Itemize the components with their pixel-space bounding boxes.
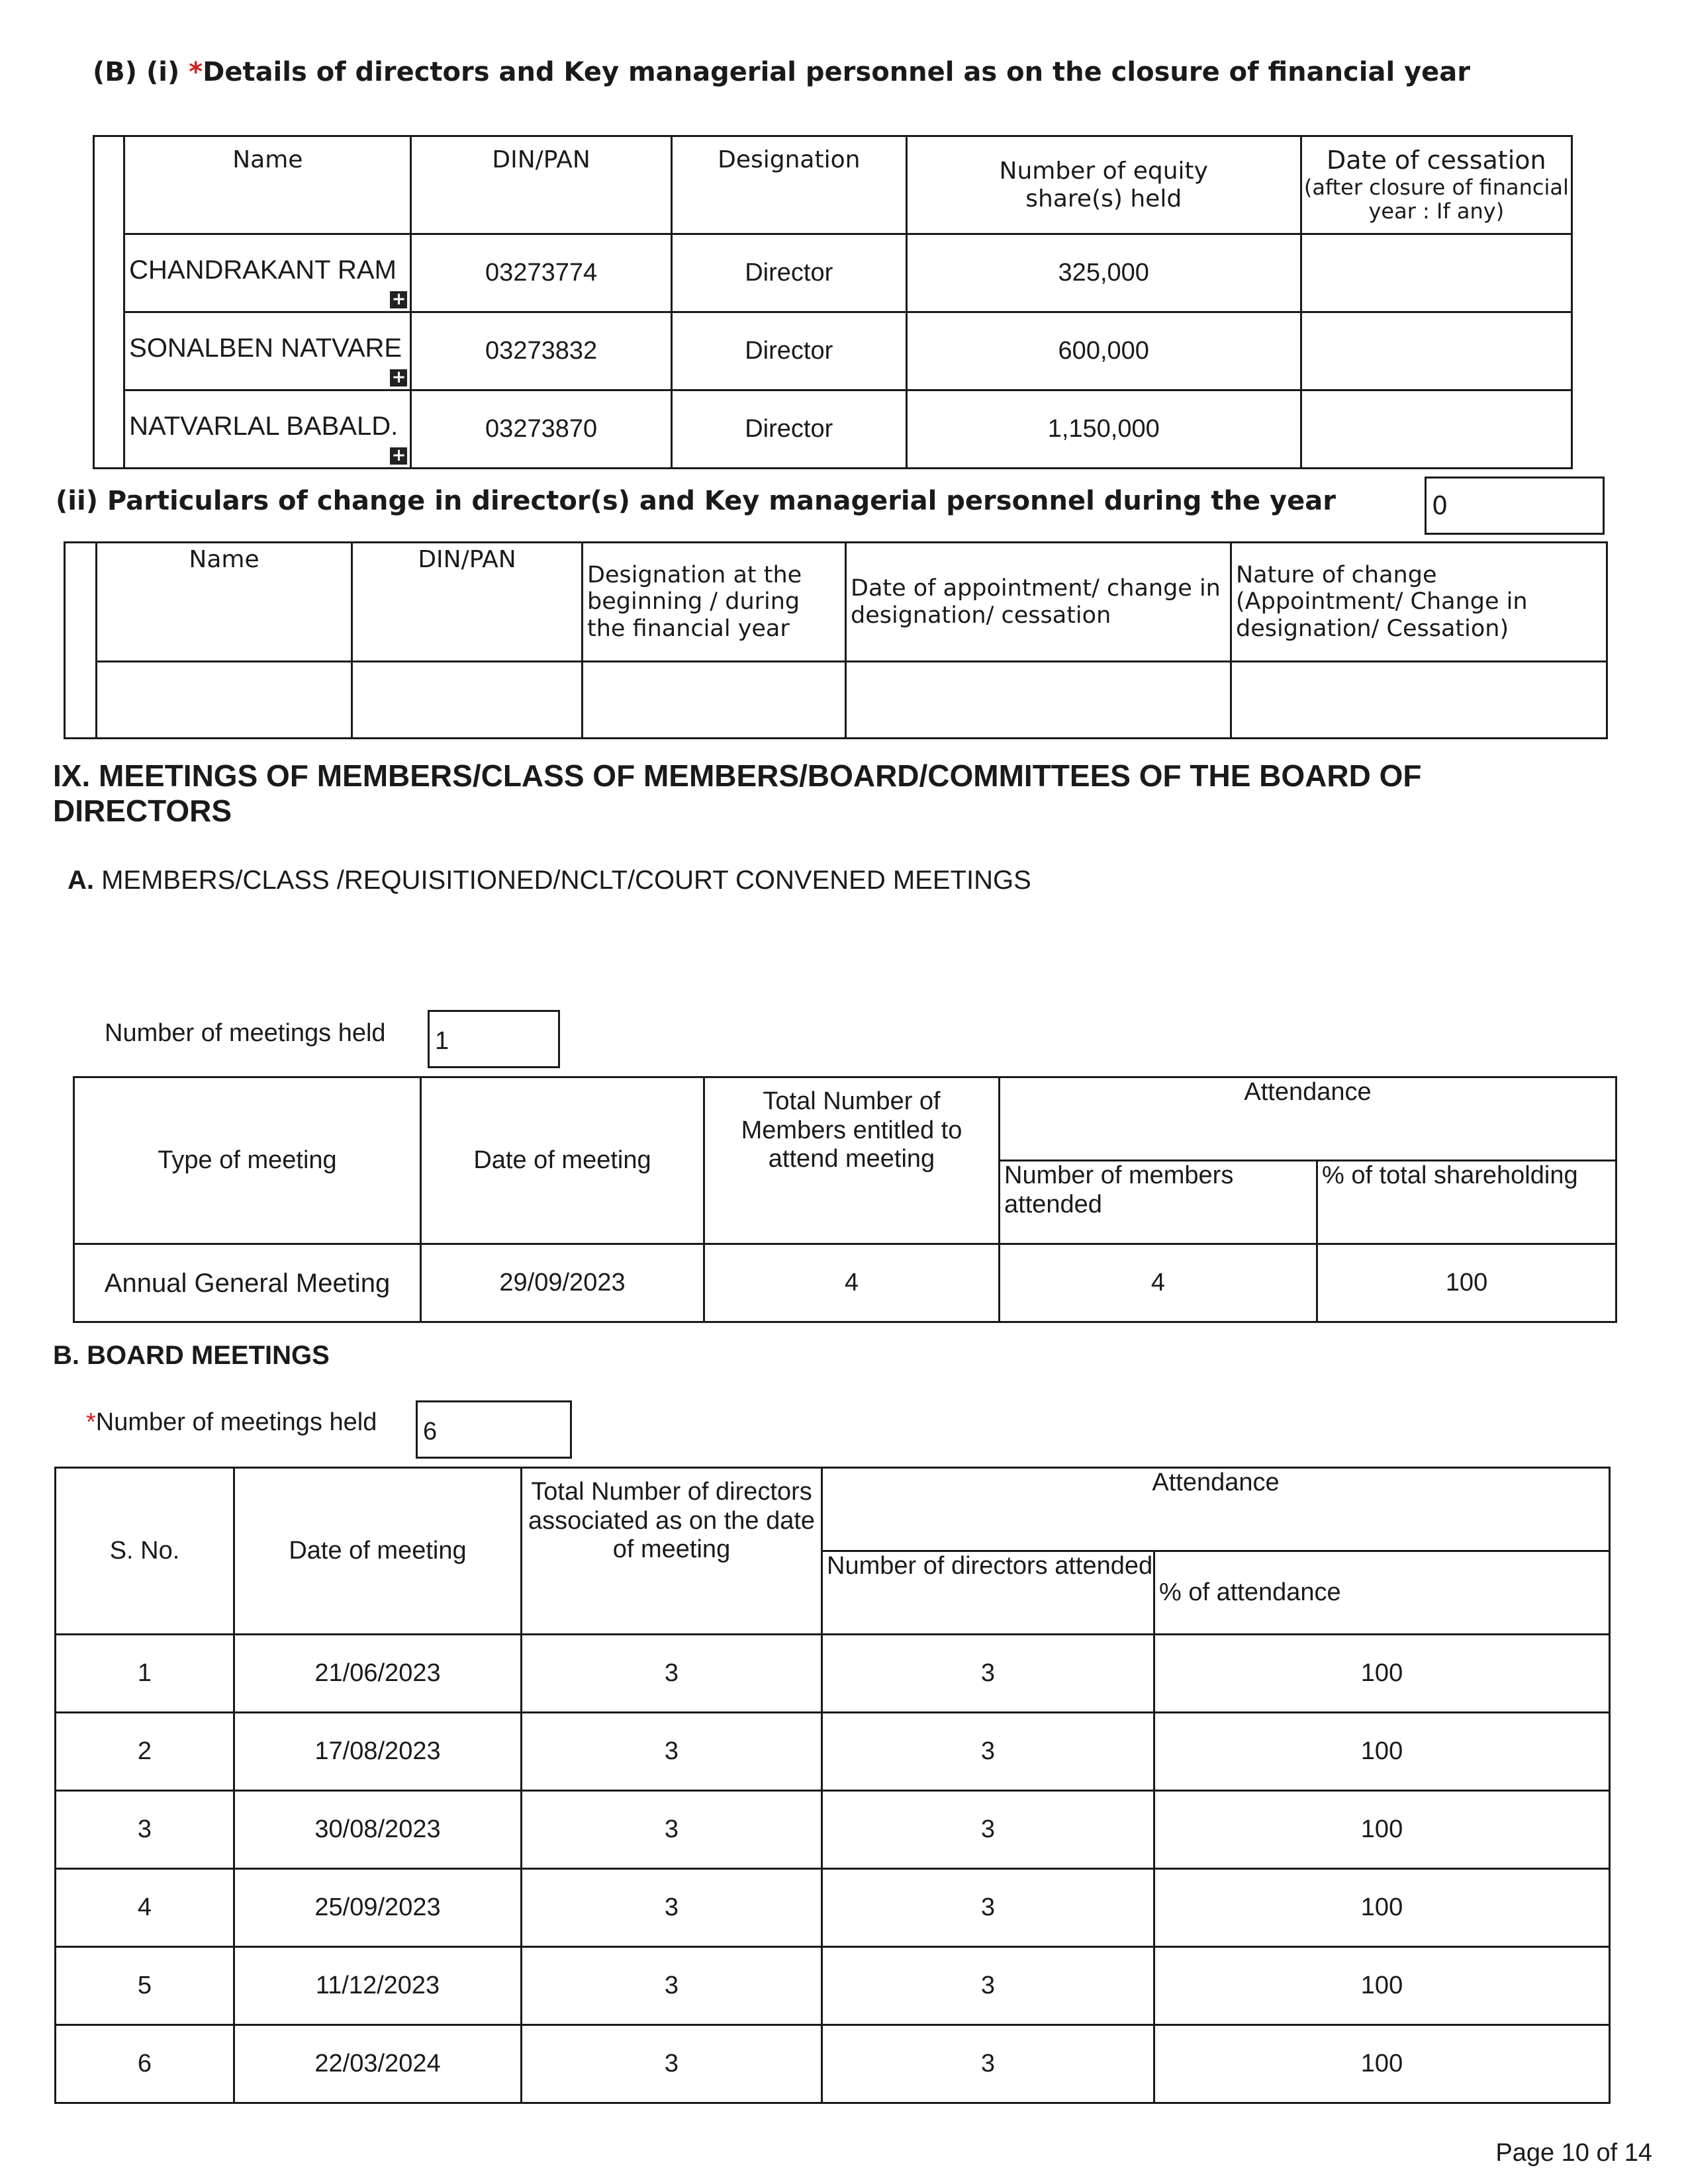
changes-table (64, 541, 1608, 739)
board-attended: 3 (822, 1869, 1154, 1947)
meeting-type: Annual General Meeting (74, 1244, 421, 1322)
col-header-sno: S. No. (56, 1468, 234, 1635)
row-gutter (94, 136, 124, 469)
board-date: 25/09/2023 (234, 1869, 522, 1947)
director-equity: 325,000 (906, 234, 1301, 312)
directors-table (93, 135, 1573, 469)
members-meetings-table (73, 1076, 1617, 1323)
section-b-ii-title: (ii) Particulars of change in director(s) and Key managerial personnel during the year (56, 486, 1336, 516)
change-designation-cell[interactable] (583, 662, 846, 739)
board-attended: 3 (822, 1947, 1154, 2025)
director-equity: 600,000 (906, 312, 1301, 390)
board-pct: 100 (1154, 1635, 1610, 1713)
board-date: 11/12/2023 (234, 1947, 522, 2025)
director-name-cell[interactable]: SONALBEN NATVARE + (124, 312, 411, 390)
expand-icon[interactable]: + (390, 291, 407, 308)
board-meeting-row (56, 1635, 1610, 1713)
board-date: 17/08/2023 (234, 1713, 522, 1791)
board-meeting-row (56, 1713, 1610, 1791)
director-name-cell[interactable]: CHANDRAKANT RAM + (124, 234, 411, 312)
board-sno: 4 (56, 1869, 234, 1947)
director-equity: 1,150,000 (906, 390, 1301, 469)
section-ix-heading: IX. MEETINGS OF MEMBERS/CLASS OF MEMBERS/BOARD/COMMITTEES OF THE BOARD OF DIRECTORS (53, 758, 1422, 828)
board-sno: 3 (56, 1791, 234, 1869)
board-attended: 3 (822, 1635, 1154, 1713)
director-din: 03273774 (411, 234, 671, 312)
director-cessation (1301, 390, 1571, 469)
col-header-nature: Nature of change (Appointment/ Change in designation/ Cessation) (1231, 543, 1607, 662)
change-name-cell[interactable] (97, 662, 352, 739)
board-meeting-row (56, 1791, 1610, 1869)
board-meetings-count-field[interactable]: 6 (416, 1400, 572, 1459)
director-row (94, 390, 1572, 469)
change-count-field[interactable]: 0 (1425, 477, 1605, 535)
col-header-pct: % of attendance (1154, 1551, 1610, 1635)
meeting-attended: 4 (1000, 1244, 1317, 1322)
board-meetings-table (54, 1467, 1611, 2104)
board-total: 3 (522, 1791, 822, 1869)
board-meeting-row (56, 1947, 1610, 2025)
director-designation: Director (671, 234, 906, 312)
col-header-attended: Number of members attended (1000, 1161, 1317, 1244)
board-meeting-row (56, 2025, 1610, 2103)
change-nature-cell[interactable] (1231, 662, 1607, 739)
board-sno: 2 (56, 1713, 234, 1791)
board-sno: 6 (56, 2025, 234, 2103)
col-header-total: Total Number of Members entitled to attend meeting (704, 1077, 1000, 1244)
col-header-date: Date of meeting (421, 1077, 704, 1244)
col-header-date: Date of meeting (234, 1468, 522, 1635)
meeting-date: 29/09/2023 (421, 1244, 704, 1322)
board-total: 3 (522, 1635, 822, 1713)
board-pct: 100 (1154, 1869, 1610, 1947)
col-header-attendance: Attendance (822, 1468, 1610, 1551)
required-mark: * (86, 1408, 96, 1436)
board-attended: 3 (822, 1791, 1154, 1869)
change-date-cell[interactable] (846, 662, 1231, 739)
board-meetings-count-label: *Number of meetings held (86, 1408, 377, 1436)
section-b-i-title: (B) (i) *Details of directors and Key managerial personnel as on the closure of financial year (93, 57, 1471, 87)
col-header-cessation: Date of cessation (after closure of financial year : If any) (1301, 136, 1571, 234)
change-row (65, 662, 1607, 739)
director-row (94, 312, 1572, 390)
page-number: Page 10 of 14 (1495, 2139, 1652, 2167)
board-date: 21/06/2023 (234, 1635, 522, 1713)
board-total: 3 (522, 1947, 822, 2025)
board-total: 3 (522, 1869, 822, 1947)
members-meetings-subheading: A. MEMBERS/CLASS /REQUISITIONED/NCLT/COURT CONVENED MEETINGS (68, 866, 1031, 895)
board-pct: 100 (1154, 1713, 1610, 1791)
required-mark: * (189, 57, 203, 87)
director-din: 03273832 (411, 312, 671, 390)
director-cessation (1301, 312, 1571, 390)
director-cessation (1301, 234, 1571, 312)
members-meetings-count-label: Number of meetings held (105, 1019, 386, 1047)
board-pct: 100 (1154, 1947, 1610, 2025)
col-header-type: Type of meeting (74, 1077, 421, 1244)
meeting-total: 4 (704, 1244, 1000, 1322)
col-header-designation: Designation (671, 136, 906, 234)
board-attended: 3 (822, 1713, 1154, 1791)
board-meetings-subheading: B. BOARD MEETINGS (53, 1341, 330, 1370)
board-sno: 5 (56, 1947, 234, 2025)
director-row (94, 234, 1572, 312)
board-sno: 1 (56, 1635, 234, 1713)
board-total: 3 (522, 1713, 822, 1791)
board-date: 22/03/2024 (234, 2025, 522, 2103)
col-header-equity: Number of equity share(s) held (906, 136, 1301, 234)
col-header-attended: Number of directors attended (822, 1551, 1154, 1635)
row-gutter (65, 543, 97, 739)
members-meetings-count-field[interactable]: 1 (428, 1010, 560, 1068)
director-designation: Director (671, 312, 906, 390)
expand-icon[interactable]: + (390, 369, 407, 387)
col-header-pct: % of total shareholding (1317, 1161, 1617, 1244)
director-din: 03273870 (411, 390, 671, 469)
director-designation: Director (671, 390, 906, 469)
meeting-pct: 100 (1317, 1244, 1617, 1322)
col-header-total: Total Number of directors associated as on the date of meeting (522, 1468, 822, 1635)
board-attended: 3 (822, 2025, 1154, 2103)
expand-icon[interactable]: + (390, 447, 407, 465)
board-pct: 100 (1154, 1791, 1610, 1869)
change-din-cell[interactable] (352, 662, 583, 739)
col-header-din: DIN/PAN (352, 543, 583, 662)
members-meeting-row (74, 1244, 1617, 1322)
col-header-name: Name (124, 136, 411, 234)
board-date: 30/08/2023 (234, 1791, 522, 1869)
col-header-date: Date of appointment/ change in designation/ cessation (846, 543, 1231, 662)
director-name-cell[interactable]: NATVARLAL BABALD. + (124, 390, 411, 469)
col-header-designation: Designation at the beginning / during the financial year (583, 543, 846, 662)
col-header-attendance: Attendance (1000, 1077, 1617, 1161)
board-total: 3 (522, 2025, 822, 2103)
board-meeting-row (56, 1869, 1610, 1947)
col-header-name: Name (97, 543, 352, 662)
board-pct: 100 (1154, 2025, 1610, 2103)
col-header-din: DIN/PAN (411, 136, 671, 234)
